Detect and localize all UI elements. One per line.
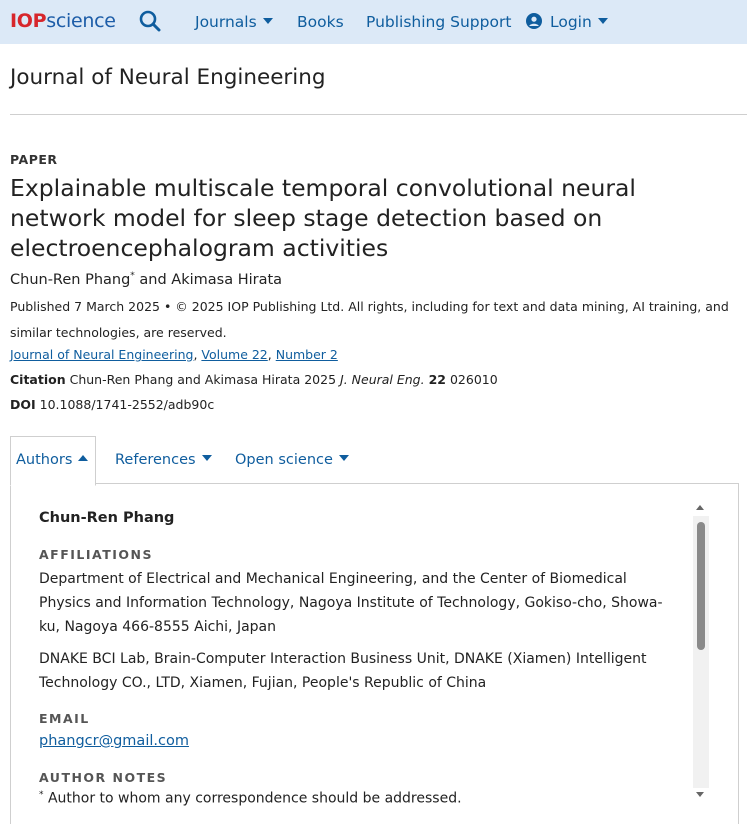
- affiliation-text: Department of Electrical and Mechanical Engineering, and the Center of Biomedical Physics and Information Technology, Nagoya Institute of Technology, Gokiso-cho, Showa-ku, Nagoya 466-8555 Aichi, Japan: [39, 571, 663, 635]
- author-list: [10, 271, 282, 288]
- caret-down-icon: [263, 18, 273, 24]
- volume-link[interactable]: Volume 22: [201, 347, 268, 362]
- journal-link[interactable]: Journal of Neural Engineering: [10, 347, 194, 362]
- email-link[interactable]: phangcr@gmail.com: [39, 733, 189, 749]
- scroll-up-arrow-icon[interactable]: [696, 505, 704, 510]
- citation: Citation Chun-Ren Phang and Akimasa Hirata 2025 J. Neural Eng. 22 026010: [10, 372, 498, 387]
- author-link[interactable]: Chun-Ren Phang: [10, 271, 131, 288]
- iopscience-logo[interactable]: IOPscience: [10, 10, 116, 32]
- affiliations-heading: AFFILIATIONS: [39, 547, 153, 562]
- journal-links: Journal of Neural Engineering, Volume 22, Number 2: [10, 347, 338, 362]
- tab-open-science[interactable]: Open science: [235, 452, 349, 468]
- published-info: Published 7 March 2025 • © 2025 IOP Publishing Ltd. All rights, including for text and data mining, AI training, and similar technologies, are reserved.: [10, 299, 729, 340]
- journal-title[interactable]: Journal of Neural Engineering: [10, 65, 326, 90]
- nav-journals[interactable]: Journals: [195, 12, 273, 32]
- scrollbar-thumb[interactable]: [697, 522, 705, 650]
- caret-up-icon: [78, 455, 88, 461]
- doi: DOI 10.1088/1741-2552/adb90c: [10, 397, 215, 412]
- caret-down-icon: [202, 455, 212, 461]
- nav-login[interactable]: Login: [526, 12, 608, 32]
- nav-books[interactable]: Books: [297, 13, 344, 31]
- caret-down-icon: [339, 455, 349, 461]
- scroll-down-arrow-icon[interactable]: [696, 792, 704, 797]
- tab-authors[interactable]: Authors: [16, 452, 88, 468]
- user-circle-icon: [526, 13, 542, 29]
- affiliation-text: DNAKE BCI Lab, Brain-Computer Interaction Business Unit, DNAKE (Xiamen) Intelligent Technology CO., LTD, Xiamen, Fujian, People's Republic of China: [39, 651, 647, 691]
- author-notes-heading: AUTHOR NOTES: [39, 770, 168, 785]
- author-note-marker: *: [130, 271, 135, 281]
- author-name: Chun-Ren Phang: [39, 510, 175, 526]
- article-title: Explainable multiscale temporal convolutional neural network model for sleep stage detection based on electroencephalogram activities: [10, 174, 636, 262]
- caret-down-icon: [598, 18, 608, 24]
- author-note: * Author to whom any correspondence should be addressed.: [39, 790, 462, 807]
- nav-publishing-support[interactable]: Publishing Support: [366, 13, 512, 31]
- article-type-label: PAPER: [10, 152, 58, 167]
- tab-references[interactable]: References: [115, 452, 212, 468]
- email-heading: EMAIL: [39, 711, 90, 726]
- divider: [10, 114, 747, 115]
- search-icon[interactable]: [139, 10, 161, 32]
- author-link[interactable]: and Akimasa Hirata: [134, 271, 283, 288]
- top-navigation: [0, 0, 747, 44]
- issue-link[interactable]: Number 2: [275, 347, 338, 362]
